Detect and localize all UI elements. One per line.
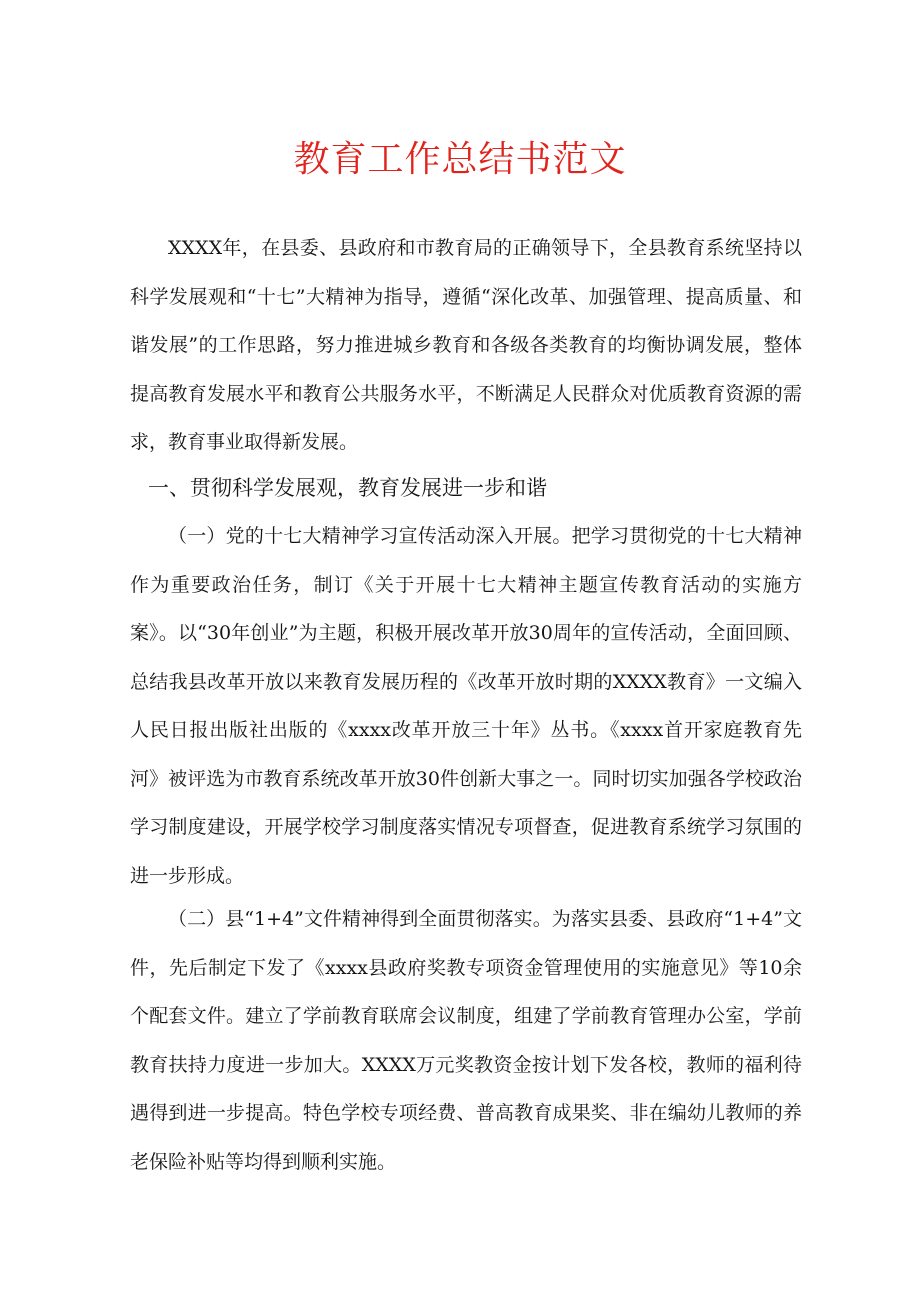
document-title: 教育工作总结书范文 [293, 139, 627, 180]
paragraph-1: （一）党的十七大精神学习宣传活动深入开展。把学习贯彻党的十七大精神作为重要政治任务，制订《关于开展十七大精神主题宣传教育活动的实施方案》。以“30年创业”为主题，积极开展改革开放30周年的宣传活动，全面回顾、总结我县改革开放以来教育发展历程的《改革开放时期的XXXX教育》一文编入人民日报出版社出版的《xxxx改革开放三十年》丛书。《xxxx首开家庭教育先河》被评选为市教育系统改革开放30件创新大事之一。同时切实加强各学校政治学习制度建设，开展学校学习制度落实情况专项督查，促进教育系统学习氛围的进一步形成。 [130, 525, 802, 887]
section-heading: 一、贯彻科学发展观，教育发展进一步和谐 [148, 476, 547, 500]
paragraph-2: （二）县“1+4”文件精神得到全面贯彻落实。为落实县委、县政府“1+4”文件，先后制定下发了《xxxx县政府奖教专项资金管理使用的实施意见》等10余个配套文件。建立了学前教育联席会议制度，组建了学前教育管理办公室，学前教育扶持力度进一步加大。XXXX万元奖教资金按计划下发各校，教师的福利待遇得到进一步提高。特色学校专项经费、普高教育成果奖、非在编幼儿教师的养老保险补贴等均得到顺利实施。 [130, 908, 802, 1173]
intro-paragraph: XXXX年，在县委、县政府和市教育局的正确领导下，全县教育系统坚持以科学发展观和“十七”大精神为指导，遵循“深化改革、加强管理、提高质量、和谐发展”的工作思路，努力推进城乡教育和各级各类教育的均衡协调发展，整体提高教育发展水平和教育公共服务水平，不断满足人民群众对优质教育资源的需求，教育事业取得新发展。 [130, 237, 802, 453]
